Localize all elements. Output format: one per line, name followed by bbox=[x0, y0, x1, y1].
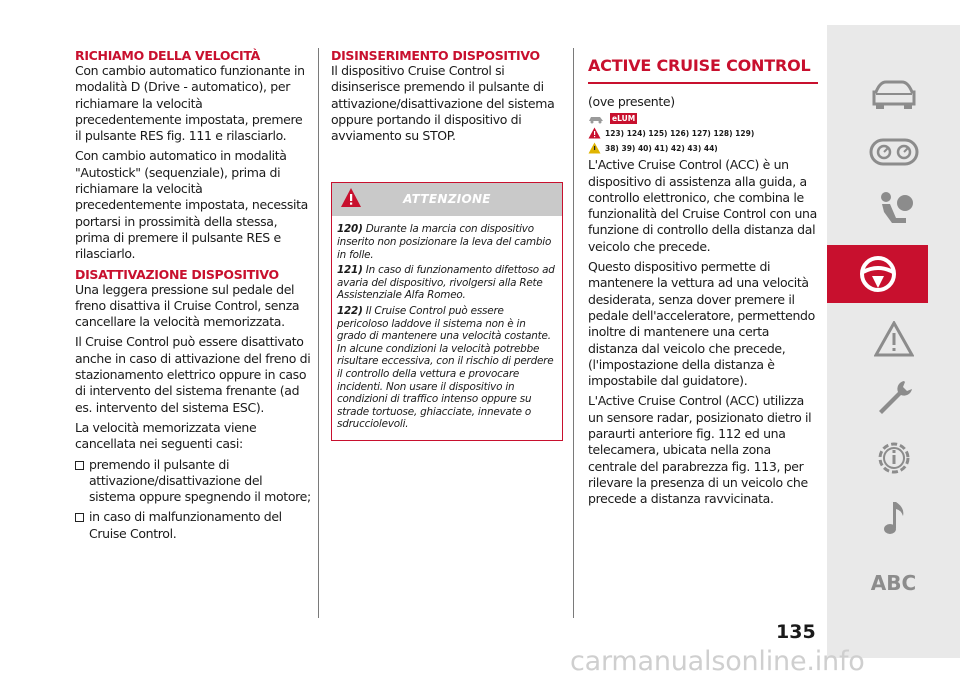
para-richiamo-2: Con cambio automatico in modalità "Autostick" (sequenziale), prima di richiamare la velocità precedentemente impostata, necessita portarsi in prossimità della stessa, prima di premere il pulsante RES e rilasciarlo. bbox=[75, 148, 308, 262]
info-gear-icon bbox=[874, 438, 914, 478]
warning-item-text: In caso di funzionamento difettoso ad avaria del dispositivo, rivolgersi alla Rete Assistenziale Alfa Romeo. bbox=[337, 264, 555, 302]
availability-note: (ove presente) bbox=[588, 94, 675, 109]
bullet-box-icon bbox=[75, 461, 84, 470]
warning-item-text: Durante la marcia con dispositivo inserito non posizionare la leva del cambio in folle. bbox=[337, 223, 552, 261]
sidebar-item-driving[interactable] bbox=[827, 245, 928, 303]
warning-body bbox=[332, 216, 562, 440]
para-disattivazione-1: Una leggera pressione sul pedale del freno disattiva il Cruise Control, senza cancellare la velocità memorizzata. bbox=[75, 281, 300, 330]
elum-row bbox=[588, 112, 820, 124]
bullet-text: premendo il pulsante di attivazione/disattivazione del sistema oppure spegnendo il motore; bbox=[89, 456, 311, 505]
sidebar-item-multimedia[interactable] bbox=[827, 490, 960, 546]
sidebar-item-safety[interactable] bbox=[827, 182, 960, 238]
heading-disattivazione: DISATTIVAZIONE DISPOSITIVO bbox=[75, 266, 279, 282]
para-disinserimento: Il dispositivo Cruise Control si disinserisce premendo il pulsante di attivazione/disattivazione del sistema oppure portando il dispositivo di avviamento su STOP. bbox=[331, 63, 555, 144]
music-note-icon bbox=[879, 498, 909, 538]
warning-item-number: 122) bbox=[337, 305, 363, 318]
title-underline bbox=[588, 82, 818, 84]
column-left bbox=[75, 48, 311, 546]
warning-small-icon bbox=[588, 127, 601, 139]
warning-item bbox=[337, 305, 557, 431]
abc-icon: ABC bbox=[870, 571, 917, 595]
para-acc-3: L'Active Cruise Control (ACC) utilizza un sensore radar, posizionato dietro il paraurti anteriore fig. 112 ed una telecamera, ubicata nella zona centrale del parabrezza fig. 113, per rilevare la presenza di un veicolo che precede a distanza ravvicinata. bbox=[588, 393, 812, 507]
airbag-icon bbox=[872, 190, 916, 230]
para-disattivazione-2: Il Cruise Control può essere disattivato anche in caso di attivazione del freno di stazionamento elettrico oppure in caso di intervento del sistema frenante (ad es. intervento del sistema ESC). bbox=[75, 334, 311, 415]
sidebar-item-car[interactable] bbox=[827, 67, 960, 123]
warning-box bbox=[331, 182, 563, 441]
list-item bbox=[75, 457, 311, 510]
note-refs bbox=[588, 142, 820, 154]
elum-badge: eLUM bbox=[612, 113, 636, 123]
list-item bbox=[75, 509, 311, 546]
heading-richiamo: RICHIAMO DELLA VELOCITÀ bbox=[75, 48, 261, 63]
column-divider bbox=[318, 48, 319, 618]
warning-icon bbox=[874, 321, 914, 357]
note-refs-text: 38) 39) 40) 41) 42) 43) 44) bbox=[605, 143, 718, 153]
page-number: 135 bbox=[776, 621, 816, 643]
sidebar-item-warnings[interactable] bbox=[827, 311, 960, 367]
warning-refs-text: 123) 124) 125) 126) 127) 128) 129) bbox=[605, 128, 755, 138]
warning-title: ATTENZIONE bbox=[403, 192, 491, 207]
warning-item-text: Il Cruise Control può essere pericoloso laddove il sistema non è in grado di mantenere una velocità costante. In alcune condizioni la velocità potrebbe risultare eccessiva, con il rischio di perdere il controllo della vettura e provocare incidenti. Non usare il dispositivo in condizioni di traffico intenso oppure su strade tortuose, ghiacciate, innevate o sdrucciolevoli. bbox=[337, 305, 554, 431]
bullet-text: in caso di malfunzionamento del Cruise Control. bbox=[89, 509, 282, 541]
para-cancellazione: La velocità memorizzata viene cancellata nei seguenti casi: bbox=[75, 419, 257, 452]
sidebar-item-index[interactable] bbox=[827, 555, 960, 611]
sidebar-item-dashboard[interactable] bbox=[827, 124, 960, 180]
warning-item-number: 120) bbox=[337, 223, 363, 236]
warning-item-number: 121) bbox=[337, 264, 363, 277]
steering-wheel-icon bbox=[858, 254, 898, 294]
para-acc-2: Questo dispositivo permette di mantenere la vettura ad una velocità desiderata, senza dover premere il pedale dell'acceleratore, permettendo inoltre di mantenere una certa distanza dal veicolo che precede, (l'impostazione della distanza è impostabile dal guidatore). bbox=[588, 259, 815, 389]
dashboard-icon bbox=[869, 137, 919, 167]
warning-header bbox=[332, 183, 562, 216]
watermark: carmanualsonline.info bbox=[570, 646, 865, 677]
column-right bbox=[588, 56, 820, 512]
bullet-box-icon bbox=[75, 513, 84, 522]
column-middle bbox=[331, 48, 563, 441]
warning-item bbox=[337, 223, 557, 261]
car-small-icon bbox=[588, 112, 604, 124]
para-richiamo-1: Con cambio automatico funzionante in modalità D (Drive - automatico), per richiamare la velocità precedentemente impostata, premere il pulsante RES fig. 111 e rilasciarlo. bbox=[75, 63, 305, 144]
wrench-icon bbox=[874, 378, 914, 418]
section-title: ACTIVE CRUISE CONTROL bbox=[588, 56, 811, 75]
caution-small-icon bbox=[588, 142, 601, 154]
chapter-sidebar bbox=[827, 25, 960, 658]
warning-item bbox=[337, 264, 557, 302]
sidebar-item-maintenance[interactable] bbox=[827, 370, 960, 426]
warning-refs bbox=[588, 127, 820, 139]
para-acc-1: L'Active Cruise Control (ACC) è un dispositivo di assistenza alla guida, a controllo elettronico, che combina le funzionalità del Cruise Control con una funzione di controllo della distanza dal veicolo che precede. bbox=[588, 157, 817, 254]
sidebar-item-technical-data[interactable] bbox=[827, 430, 960, 486]
column-divider bbox=[573, 48, 574, 618]
heading-disinserimento: DISINSERIMENTO DISPOSITIVO bbox=[331, 48, 540, 63]
car-icon bbox=[870, 78, 918, 112]
